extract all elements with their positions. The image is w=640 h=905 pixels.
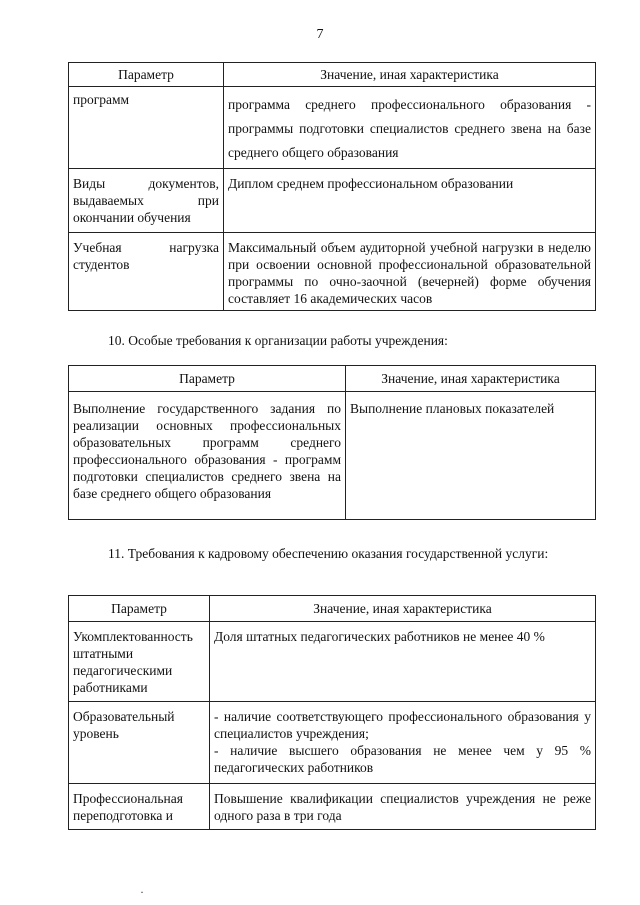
param-cell: Образовательный уровень <box>69 702 210 784</box>
table-row <box>69 233 596 311</box>
param-cell: программ <box>69 87 224 169</box>
column-header-value: Значение, иная характеристика <box>210 596 596 622</box>
column-header-value: Значение, иная характеристика <box>224 63 596 87</box>
table-row <box>69 622 596 702</box>
param-cell: Профессиональная переподготовка и <box>69 784 210 830</box>
value-cell: Максимальный объем аудиторной учебной нагрузки в неделю при освоении основной профессиональной образовательной программы по очно-заочной (вечерней) форме обучения составляет 16 академических часов <box>224 233 596 311</box>
param-cell: Укомплектованность штатными педагогическими работниками <box>69 622 210 702</box>
table-row <box>69 702 596 784</box>
value-cell: Диплом среднем профессиональном образовании <box>224 169 596 233</box>
column-header-parameter: Параметр <box>69 366 346 392</box>
table-continued <box>68 62 596 311</box>
param-cell: Учебная нагрузка студентов <box>69 233 224 311</box>
table-header-row <box>69 366 596 392</box>
section-11-heading: 11. Требования к кадровому обеспечению оказания государственной услуги: <box>108 546 549 561</box>
value-cell: программа среднего профессионального образования - программы подготовки специалистов среднего звена на базе среднего общего образования <box>224 87 596 169</box>
value-line: - наличие высшего образования не менее чем у 95 % педагогических работников <box>214 743 591 775</box>
page-number: 7 <box>316 27 324 42</box>
value-cell: Выполнение плановых показателей <box>346 392 596 520</box>
column-header-parameter: Параметр <box>69 63 224 87</box>
param-cell: Выполнение государственного задания по реализации основных профессиональных образовательных программ среднего профессионального образования - программ подготовки специалистов среднего звена на базе среднего общего образования <box>69 392 346 520</box>
table-row <box>69 87 596 169</box>
value-cell: Повышение квалификации специалистов учреждения не реже одного раза в три года <box>210 784 596 830</box>
table-row <box>69 784 596 830</box>
table-header-row <box>69 63 596 87</box>
column-header-value: Значение, иная характеристика <box>346 366 596 392</box>
value-line: - наличие соответствующего профессионального образования у специалистов учреждения; <box>214 709 591 741</box>
table-special-requirements <box>68 365 596 520</box>
param-cell: Виды документов, выдаваемых при окончании обучения <box>69 169 224 233</box>
table-staffing-requirements <box>68 595 596 830</box>
section-10-heading: 10. Особые требования к организации работы учреждения: <box>108 333 448 348</box>
value-cell: Доля штатных педагогических работников не менее 40 % <box>210 622 596 702</box>
table-row <box>69 169 596 233</box>
column-header-parameter: Параметр <box>69 596 210 622</box>
table-header-row <box>69 596 596 622</box>
scan-speck: · <box>140 885 144 899</box>
value-cell <box>210 702 596 784</box>
table-row <box>69 392 596 520</box>
